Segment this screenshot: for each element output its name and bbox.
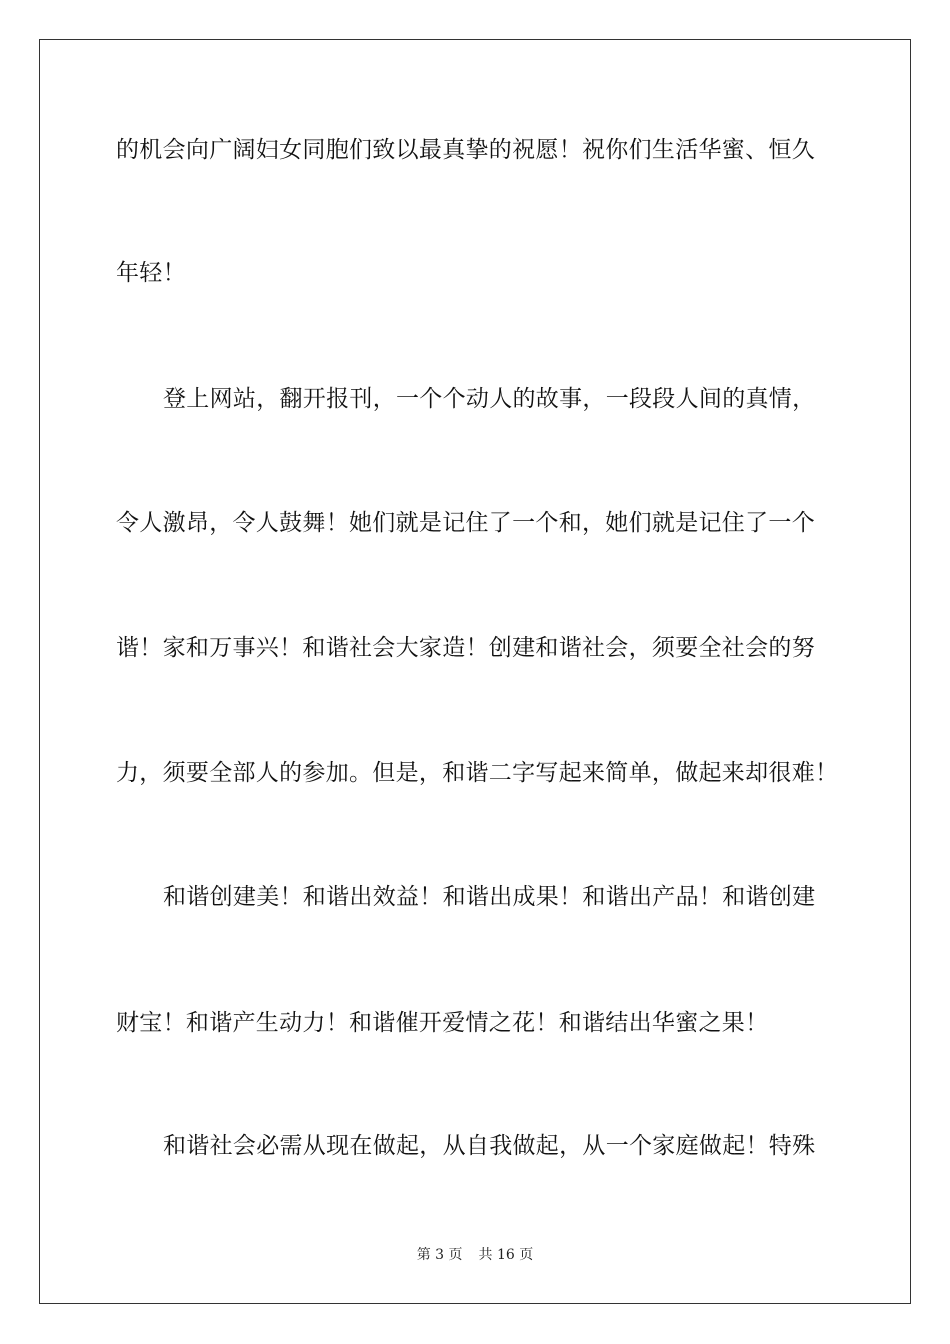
text-line: 财宝！和谐产生动力！和谐催开爱情之花！和谐结出华蜜之果！ [116,1010,769,1036]
page-footer [0,1246,950,1264]
page-number: 第 3 页 [416,1247,463,1263]
paragraph-line: 和谐创建美！和谐出效益！和谐出成果！和谐出产品！和谐创建 [163,884,816,910]
text-line: 令人激昂，令人鼓舞！她们就是记住了一个和，她们就是记住了一个 [116,510,815,536]
page-total: 共 16 页 [478,1247,534,1263]
text-line: 谐！家和万事兴！和谐社会大家造！创建和谐社会，须要全社会的努 [116,635,815,661]
text-line: 力，须要全部人的参加。但是，和谐二字写起来简单，做起来却很难！ [116,760,839,786]
paragraph-line: 和谐社会必需从现在做起，从自我做起，从一个家庭做起！特殊 [163,1133,816,1159]
text-line: 的机会向广阔妇女同胞们致以最真挚的祝愿！祝你们生活华蜜、恒久 [116,137,815,163]
paragraph-line: 登上网站，翻开报刊，一个个动人的故事，一段段人间的真情， [163,386,816,412]
text-line: 年轻！ [116,260,186,286]
page-border [39,39,911,1304]
